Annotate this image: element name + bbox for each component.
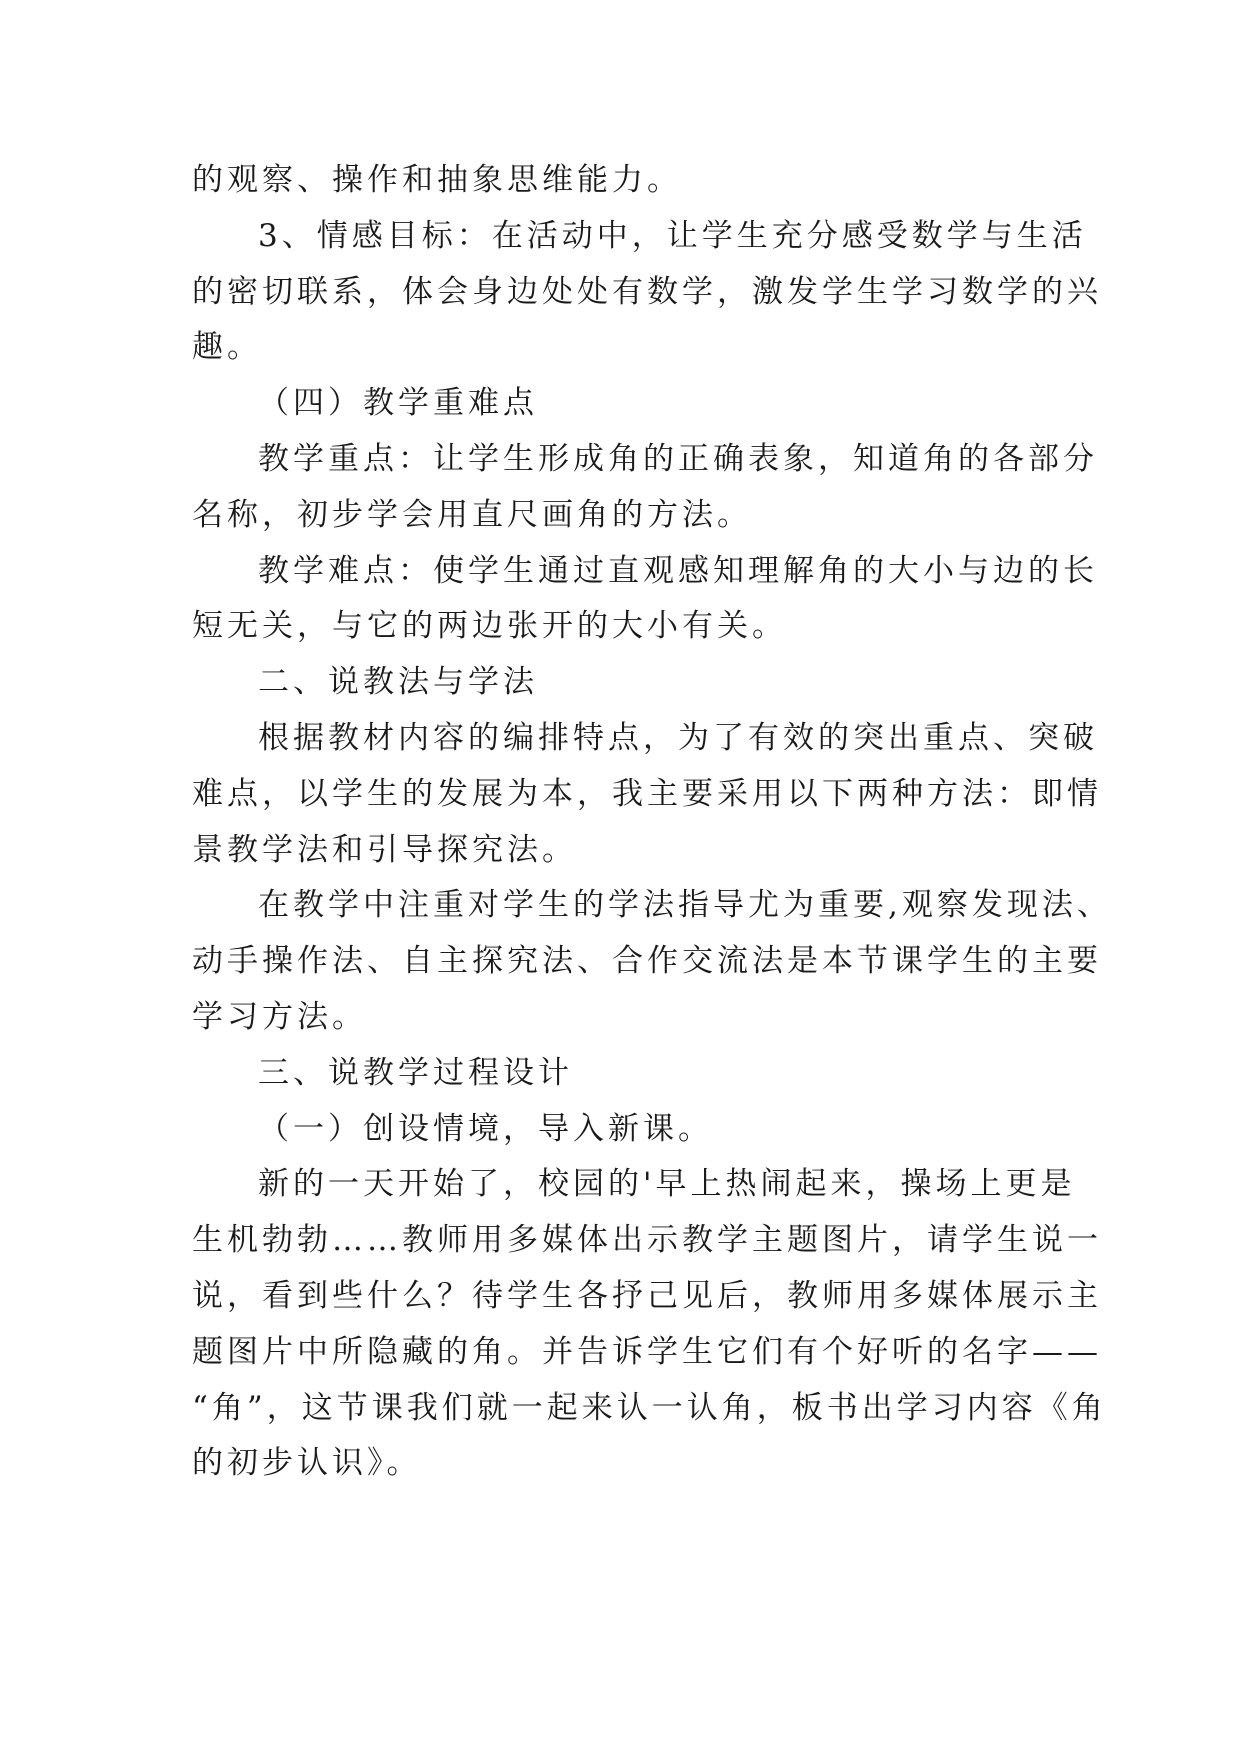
text-line: 名称，初步学会用直尺画角的方法。	[192, 497, 752, 533]
text-line: 的密切联系，体会身边处处有数学，激发学生学习数学的兴	[192, 274, 1102, 310]
text-line: 说，看到些什么？待学生各抒己见后，教师用多媒体展示主	[192, 1278, 1102, 1314]
text-line: 教学重点：让学生形成角的正确表象，知道角的各部分	[258, 441, 1098, 477]
text-line: 动手操作法、自主探究法、合作交流法是本节课学生的主要	[192, 943, 1102, 979]
section-heading: （一）创设情境，导入新课。	[258, 1111, 713, 1147]
text-line: 3、情感目标：在活动中，让学生充分感受数学与生活	[258, 218, 1087, 254]
text-line: 题图片中所隐藏的角。并告诉学生它们有个好听的名字——	[192, 1334, 1102, 1370]
text-line: 在教学中注重对学生的学法指导尤为重要,观察发现法、	[258, 887, 1112, 923]
text-line: 教学难点：使学生通过直观感知理解角的大小与边的长	[258, 553, 1098, 589]
text-line: 趣。	[192, 329, 262, 365]
text-line: 景教学法和引导探究法。	[192, 832, 577, 868]
text-line: 根据教材内容的编排特点，为了有效的突出重点、突破	[258, 720, 1098, 756]
text-line: “角”，这节课我们就一起来认一认角，板书出学习内容《角	[192, 1390, 1107, 1426]
text-line: 生机勃勃……教师用多媒体出示教学主题图片，请学生说一	[192, 1222, 1102, 1258]
text-line: 的观察、操作和抽象思维能力。	[192, 162, 682, 198]
section-heading: （四）教学重难点	[258, 385, 538, 421]
text-line: 学习方法。	[192, 999, 367, 1035]
text-line: 的初步认识》。	[192, 1445, 422, 1481]
section-heading: 二、说教法与学法	[258, 664, 538, 700]
text-line: 难点，以学生的发展为本，我主要采用以下两种方法：即情	[192, 776, 1102, 812]
text-line: 新的一天开始了，校园的'早上热闹起来，操场上更是	[258, 1166, 1076, 1202]
section-heading: 三、说教学过程设计	[258, 1055, 573, 1091]
text-line: 短无关，与它的两边张开的大小有关。	[192, 608, 787, 644]
